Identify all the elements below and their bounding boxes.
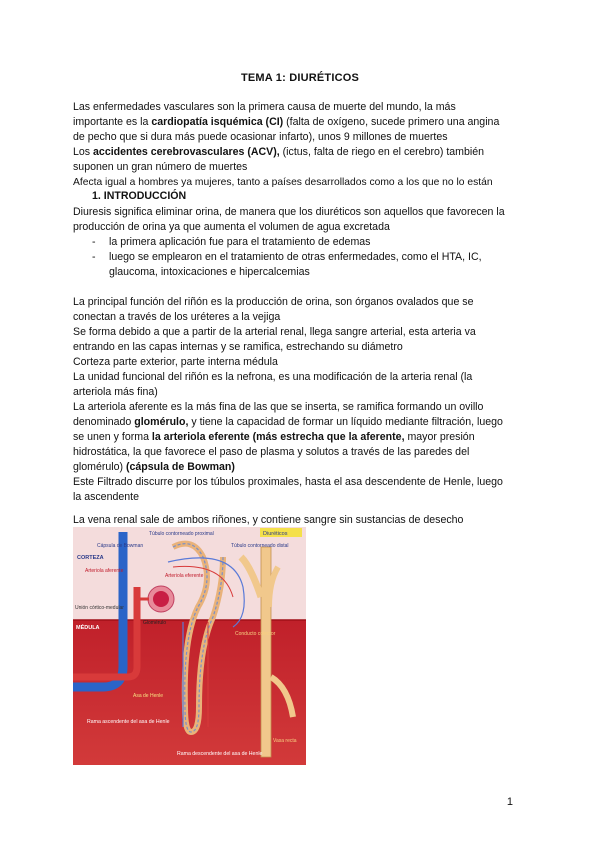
label-arteriola-aferente: Arteriola aferente xyxy=(85,568,124,574)
kidney-line-f1: Este Filtrado discurre por los túbulos proximales, hasta el asa descendente de Henle, luego xyxy=(73,476,503,488)
label-union: Unión córtico-medular xyxy=(75,605,124,611)
label-asa: Asa de Henle xyxy=(133,693,164,699)
glomerulus xyxy=(153,591,169,607)
kidney-line-e3: se unen y forma la arteriola eferente (más estrecha que la aferente, mayor presión xyxy=(73,431,475,443)
nephron-figure xyxy=(73,527,306,765)
label-conducto: Conducto colector xyxy=(235,631,276,637)
label-tubulo-distal: Túbulo contorneado distal xyxy=(231,543,289,549)
page-title: TEMA 1: DIURÉTICOS xyxy=(240,72,360,84)
kidney-line-e4: hidrostática, la que favorece el paso de plasma y solutos a través de las paredes del xyxy=(73,446,470,458)
label-glomerulo: Glomérulo xyxy=(143,620,167,626)
intro-line-1: Las enfermedades vasculares son la primera causa de muerte del mundo, la más xyxy=(73,101,456,113)
document-page: TEMA 1: DIURÉTICOS Las enfermedades vasculares son la primera causa de muerte del mundo, la más importante es la cardiopatía isquémica (CI) (falta de oxígeno, sucede primero una angina de pecho que si dura más puede ocasionar infarto), unos 9 millones de muertes Los accidentes cerebrovasculares (ACV), (ictus, falta de riego en el cerebro) también suponen un gran número de muertes Afecta igual a hombres ya mujeres, tanto a países desarrollados como a los que no lo están 1. INTRODUCCIÓN Diuresis significa eliminar orina, de manera que los diuréticos son aquellos que favorecen la producción de orina ya que aumenta el volumen de agua excretada - la primera aplicación fue para el tratamiento de edemas - luego se emplearon en el tratamiento de otras enfermedades, como el HTA, IC, glaucoma, intoxicaciones e hipercalcemias La principal función del riñón es la producción de orina, son órganos ovalados que se conectan a través de los uréteres a la vejiga Se forma debido a que a partir de la arterial renal, llega sangre arterial, esta arteria va entrando en las capas internas y se ramifica, estrechando su diámetro Corteza parte exterior, parte interna médula La unidad funcional del riñón es la nefrona, es una modificación de la arteria renal (la arteriola más fina) La arteriola aferente es la más fina de las que se inserta, se ramifica formando un ovillo denominado glomérulo, y tiene la capacidad de formar un líquido mediante filtración, luego se unen y forma la arteriola eferente (más estrecha que la aferente, mayor presión hidrostática, la que favorece el paso de plasma y solutos a través de las paredes del glomérulo) (cápsula de Bowman) Este Filtrado discurre por los túbulos proximales, hasta el asa descendente de Henle, luego la ascendente La vena renal sale de ambos riñones, y contiene sangre sin sustancias de desecho Túbulo contorneado proximal Cápsula de Bowman CORTEZA Arteriola aferente Arteriola eferente Túbulo contorneado distal Diuréticos Unión córtico-medular MÉDULA Glomérulo Conducto colector Asa de Henle Rama ascendente del asa de Henle Rama descendente del asa de Henle Vasa recta 1 xyxy=(0,0,600,848)
kidney-line-a1: La principal función del riñón es la producción de orina, son órganos ovalados que se xyxy=(73,296,474,308)
list-item: - luego se emplearon en el tratamiento de otras enfermedades, como el HTA, IC, glaucoma, intoxicaciones e hipercalcemias xyxy=(92,251,482,278)
label-diureticos: Diuréticos xyxy=(263,531,288,537)
kidney-line-f2: la ascendente xyxy=(73,491,139,503)
section1-line-1: Diuresis significa eliminar orina, de manera que los diuréticos son aquellos que favorecen la xyxy=(73,206,505,218)
label-arteriola-eferente: Arteriola eferente xyxy=(165,573,204,579)
kidney-line-b1: Se forma debido a que a partir de la arterial renal, llega sangre arterial, esta arteria va xyxy=(73,326,476,338)
label-corteza: CORTEZA xyxy=(77,555,104,561)
collecting-duct xyxy=(261,547,271,757)
label-tubulo-proximal: Túbulo contorneado proximal xyxy=(149,531,214,537)
intro-line-4: Los accidentes cerebrovasculares (ACV), (ictus, falta de riego en el cerebro) también xyxy=(73,146,485,158)
kidney-line-a2: conectan a través de los uréteres a la vejiga xyxy=(73,311,281,323)
intro-line-6: Afecta igual a hombres ya mujeres, tanto a países desarrollados como a los que no lo están xyxy=(73,177,493,188)
label-capsula: Cápsula de Bowman xyxy=(97,543,144,549)
kidney-line-e2: denominado glomérulo, y tiene la capacidad de formar un líquido mediante filtración, luego xyxy=(73,416,503,428)
kidney-line-g1: La vena renal sale de ambos riñones, y contiene sangre sin sustancias de desecho xyxy=(73,514,464,526)
intro-line-3: de pecho que si dura más puede ocasionar infarto), unos 9 millones de muertes xyxy=(73,131,448,143)
page-number: 1 xyxy=(506,796,513,808)
kidney-line-d2: arteriola más fina) xyxy=(73,386,158,398)
label-asa-descendente: Rama descendente del asa de Henle xyxy=(177,751,263,757)
kidney-line-b2: entrando en las capas internas y se ramifica, estrechando su diámetro xyxy=(73,341,403,353)
section-heading: 1. INTRODUCCIÓN xyxy=(92,190,187,202)
nephron-illustration xyxy=(73,527,306,765)
label-asa-ascendente: Rama ascendente del asa de Henle xyxy=(87,719,170,725)
kidney-line-c1: Corteza parte exterior, parte interna médula xyxy=(73,356,278,368)
section1-line-2: producción de orina ya que aumenta el volumen de agua excretada xyxy=(73,221,390,233)
label-vasa-recta: Vasa recta xyxy=(273,738,297,744)
intro-line-5: suponen un gran número de muertes xyxy=(73,161,248,173)
kidney-line-e1: La arteriola aferente es la más fina de las que se inserta, se ramifica formando un ovillo xyxy=(73,401,484,413)
intro-line-2: importante es la cardiopatía isquémica (CI) (falta de oxígeno, sucede primero una angina xyxy=(73,116,500,128)
label-medula: MÉDULA xyxy=(76,625,100,631)
kidney-line-e5: glomérulo) (cápsula de Bowman) xyxy=(73,461,235,473)
kidney-line-d1: La unidad funcional del riñón es la nefrona, es una modificación de la arteria renal (la xyxy=(73,371,473,383)
